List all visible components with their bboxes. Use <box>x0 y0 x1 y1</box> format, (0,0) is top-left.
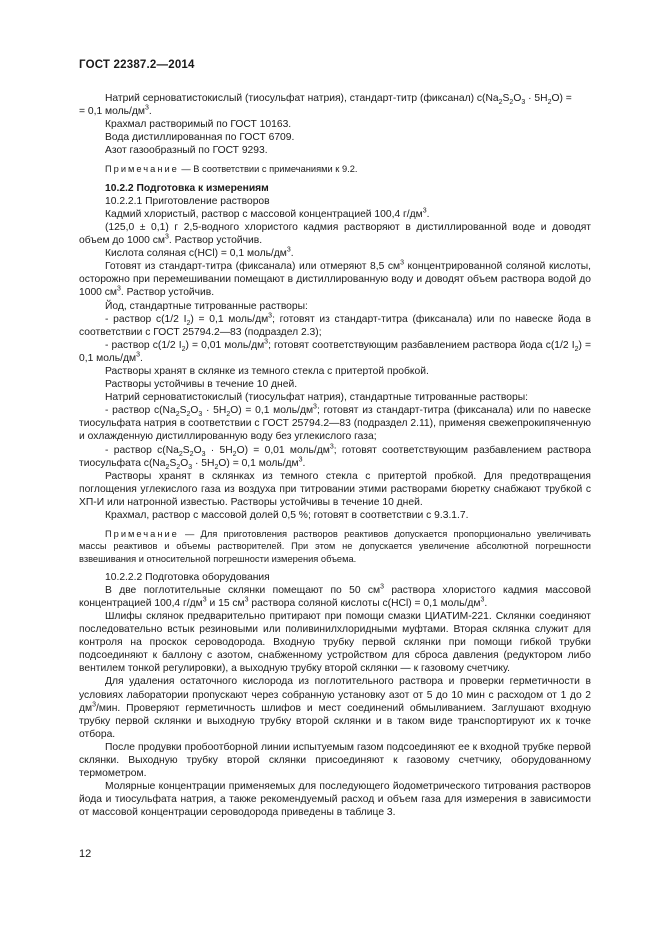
iodine-solution-2: - раствор c(1/2 $I_2) = 0,01$ моль/$дм^3$; готовят соответствующим разбавлением раствора йода c(1/2 $I_2) = 0,1$ моль/$дм^3$. <box>79 338 592 364</box>
reagent-starch: Крахмал растворимый по ГОСТ 10163. <box>105 119 292 131</box>
section-heading-10-2-2: 10.2.2 Подготовка к измерениям <box>105 182 269 194</box>
hcl-title: Кислота соляная c(HCl) = 0,1 моль/$дм^3$. <box>105 246 294 260</box>
note-1: Примечание — В соответствии с примечаниями к 9.2. <box>105 164 358 175</box>
equipment-para-5: Молярные концентрации применяемых для последующего йодометрического титрования растворов йода и тиосульфата натрия, а также рекомендуемый расход и объем газа для измерения в зависимости от массовой концентрации сероводорода приведены в таблице 3. <box>79 781 591 819</box>
thiosulfate-solution-1: - раствор $c(Na_2S_2O_3 \cdot 5H_2O) = 0,1$ моль/$дм^3$; готовят из стандарт-титра (фиксанала) или по навеске тиосульфата натрия в соответствии с ГОСТ 25794.2—83 (подраздел 2.11), применяя свежепрокипяченную и охлажденную дистиллированную воду без углекислого газа; <box>79 403 591 443</box>
iodine-solution-1: - раствор c(1/2 $I_2) = 0,1$ моль/$дм^3$; готовят из стандарт-титра (фиксанала) или по навеске йода в соответствии с ГОСТ 25794.2—83 (подраздел 2.3); <box>79 312 592 338</box>
document-header: ГОСТ 22387.2—2014 <box>79 59 195 71</box>
reagent-thiosulfate-fixanal: Натрий серноватистокислый (тиосульфат натрия), стандарт-титр (фиксанал) $c(Na_2S_2O_3 \cdot 5H_2O)$ = <box>105 93 572 107</box>
page-body <box>79 92 591 820</box>
cadmium-title: Кадмий хлористый, раствор с массовой концентрацией 100,4 $г/дм^3$. <box>105 207 430 220</box>
thiosulfate-storage: Растворы хранят в склянках из темного стекла с притертой пробкой. Для предотвращения поглощения углекислого газа из воздуха при титровании этими растворами бюретку снабжают трубкой с ХП-И или натронной известью. Растворы устойчивы в течение 10 дней. <box>79 470 591 508</box>
hcl-prep: Готовят из стандарт-титра (фиксанала) или отмеряют 8,5 $см^3$ концентрированной соляной кислоты, осторожно при перемешивании помещают в дистиллированную воду и доводят объем раствора водой до 1000 $см^3$. Раствор устойчив. <box>79 259 591 299</box>
note-2: Примечание — Для приготовления растворов реактивов допускается пропорционально увеличивать массы реактивов и объемы растворителей. При этом не допускается увеличение абсолютной погрешности взвешивания и относительной погрешности измерения объема. <box>79 529 591 564</box>
reagent-nitrogen: Азот газообразный по ГОСТ 9293. <box>105 145 268 157</box>
subsection-heading-10-2-2-1: 10.2.2.1 Приготовление растворов <box>105 195 270 207</box>
subsection-heading-10-2-2-2: 10.2.2.2 Подготовка оборудования <box>105 571 270 583</box>
reagent-thiosulfate-fixanal-cont: = 0,1 моль/$дм^3$. <box>79 104 152 118</box>
starch-solution: Крахмал, раствор с массовой долей 0,5 %; готовят в соответствии с 9.3.1.7. <box>105 510 469 522</box>
equipment-para-1: В две поглотительные склянки помещают по 50 $см^3$ раствора хлористого кадмия массовой концентрацией 100,4 $г/дм^3$ и 15 $см^3$ раствора соляной кислоты c(HCl) = 0,1 моль/$дм^3$. <box>79 583 591 609</box>
reagent-water: Вода дистиллированная по ГОСТ 6709. <box>105 132 295 144</box>
cadmium-prep: (125,0 ± 0,1) г 2,5-водного хлористого кадмия растворяют в дистиллированной воде и доводят объем до 1000 $см^3$. Раствор устойчив. <box>79 221 591 247</box>
thiosulfate-title: Натрий серноватистокислый (тиосульфат натрия), стандартные титрованные растворы: <box>105 392 528 404</box>
equipment-para-4: После продувки пробоотборной линии испытуемым газом подсоединяют ее к входной трубке первой склянки. Выходную трубку второй склянки присоединяют к газовому счетчику, оборудованному термометром. <box>79 741 591 780</box>
thiosulfate-solution-2: - раствор $c(Na_2S_2O_3 \cdot 5H_2O) = 0,01$ моль/$дм^3$; готовят соответствующим разбавлением раствора тиосульфата $c(Na_2S_2O_3 \cdot 5H_2O) = 0,1$ моль/$дм^3$. <box>79 443 591 471</box>
equipment-para-3: Для удаления остаточного кислорода из поглотительного раствора и проверки герметичности в условиях лаборатории пропускают через собранную установку азот от 5 до 10 мин с расходом от 1 до 2 $дм^3$/мин. Проверяют герметичность шлифов и мест соединений обмыливанием. Заглушают входную трубку первой склянки и выходную трубку второй склянки и в таком виде транспортируют их к точке отбора. <box>79 676 591 740</box>
iodine-stability: Растворы устойчивы в течение 10 дней. <box>105 379 298 391</box>
page-number: 12 <box>79 848 92 860</box>
iodine-title: Йод, стандартные титрованные растворы: <box>105 300 308 312</box>
iodine-storage: Растворы хранят в склянке из темного стекла с притертой пробкой. <box>105 365 429 377</box>
equipment-para-2: Шлифы склянок предварительно притирают при помощи смазки ЦИАТИМ-221. Склянки соединяют последовательно встык резиновыми или поливинилхлоридными муфтами. Вторая склянка служит для контроля на проскок сероводорода. Входную трубку первой склянки при помощи гибкой трубки подсоединяют к баллону с азотом, снабженному устройством для сброса давления (редуктором либо вентилем тонкой регулировки), а выходную трубку второй склянки — к газовому счетчику. <box>79 611 591 675</box>
